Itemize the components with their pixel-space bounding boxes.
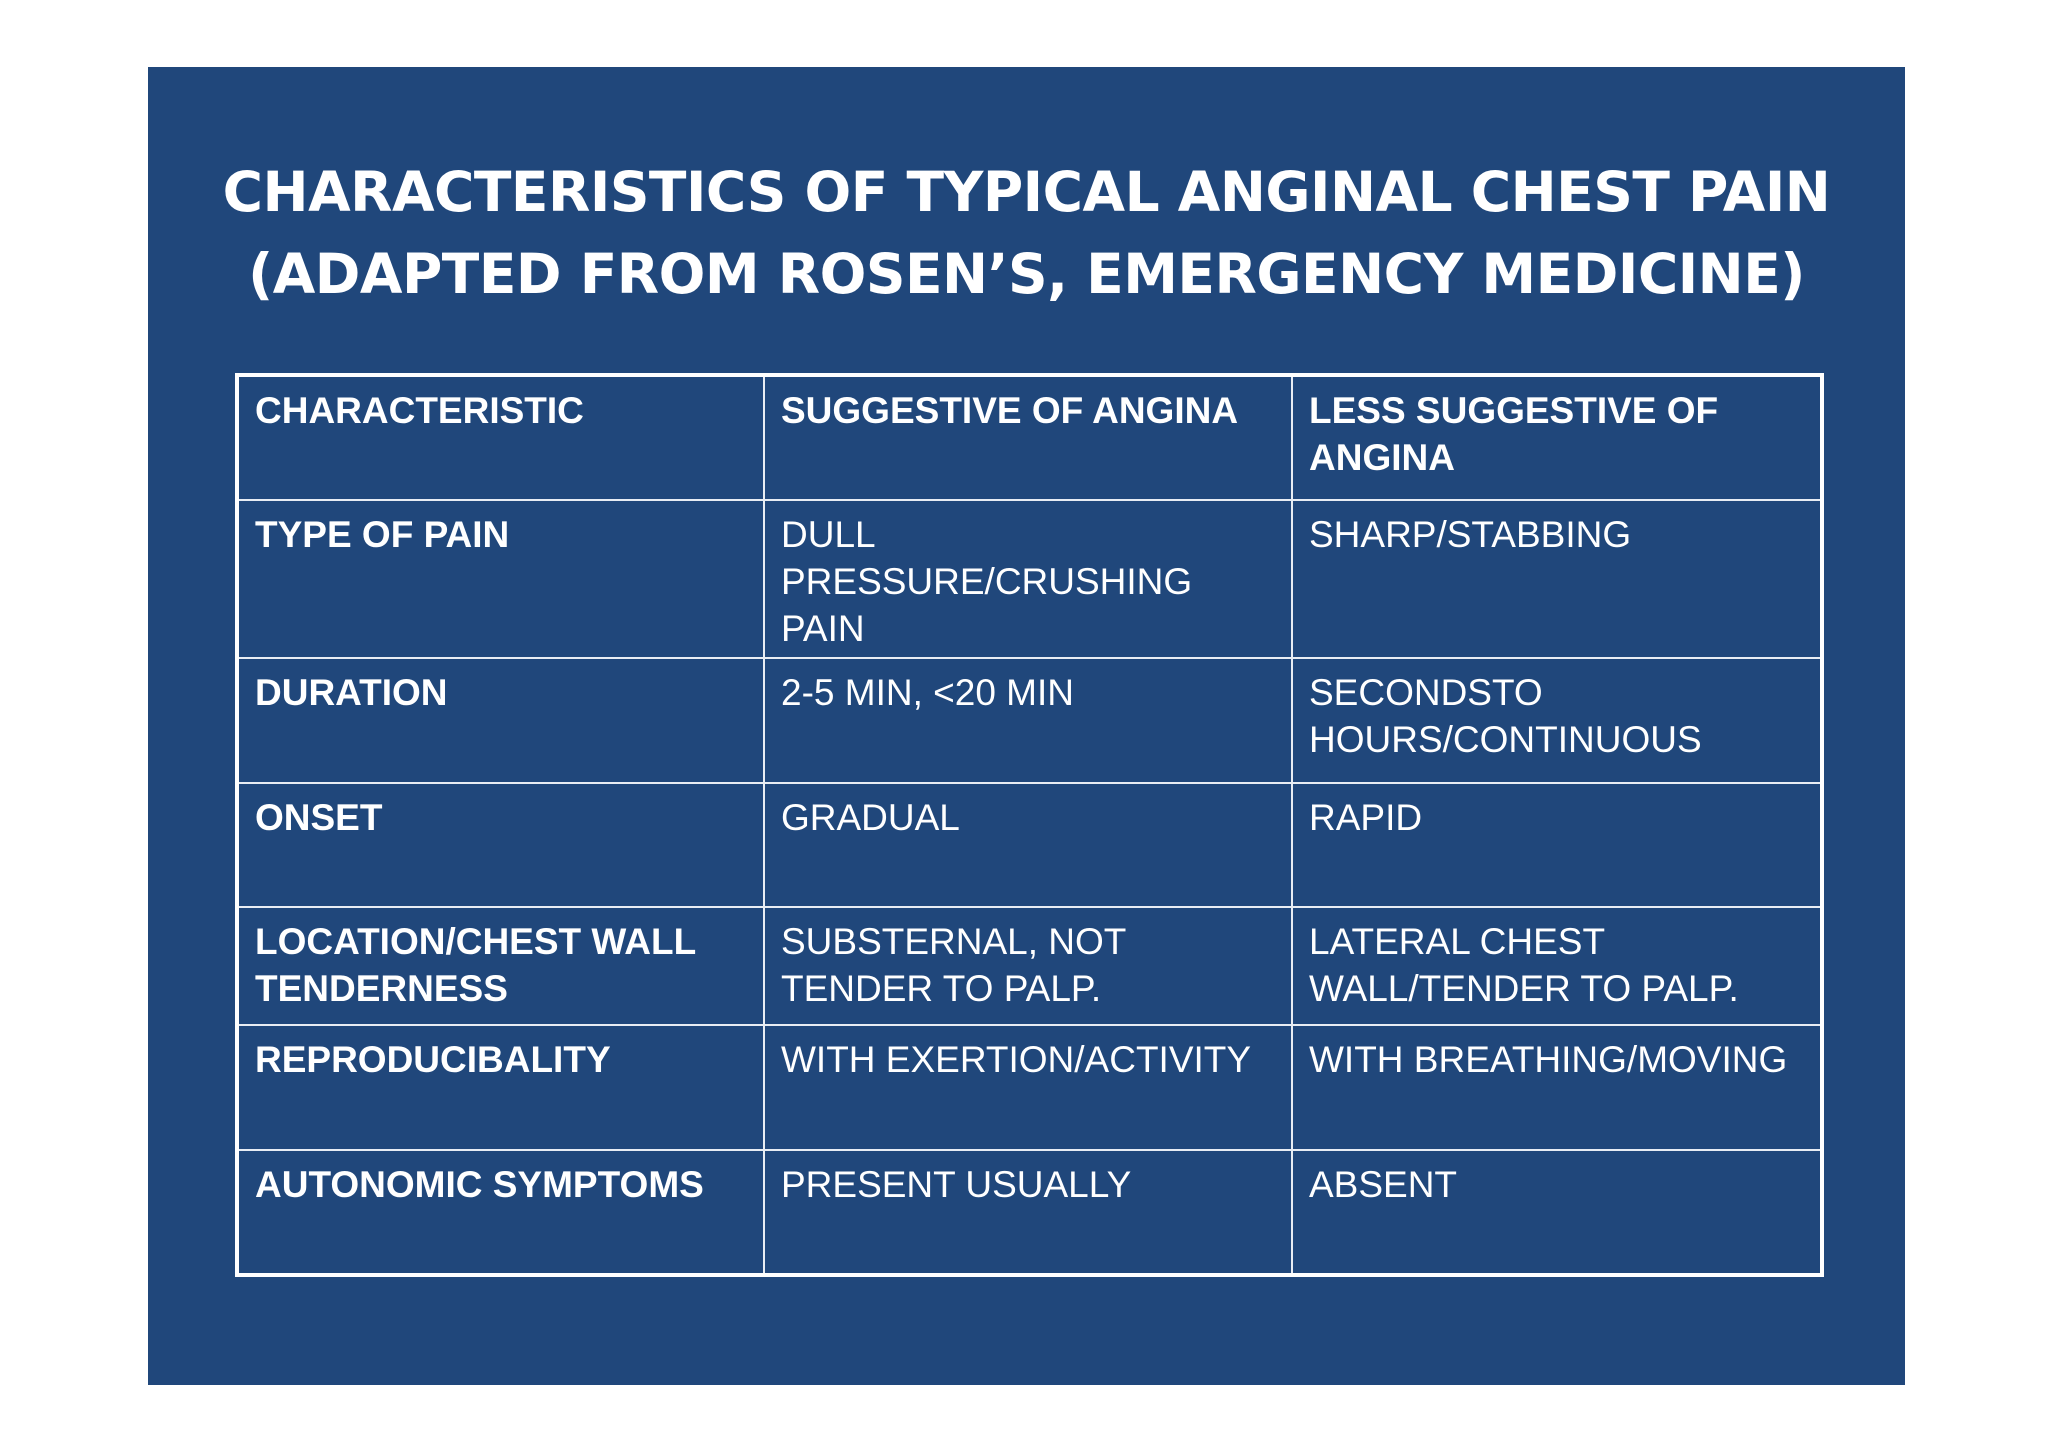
suggestive-cell: SUBSTERNAL, NOT TENDER TO PALP. [764,907,1292,1025]
suggestive-cell: DULL PRESSURE/CRUSHING PAIN [764,500,1292,658]
header-cell-suggestive: SUGGESTIVE OF ANGINA [764,375,1292,500]
row-label-cell: LOCATION/CHEST WALL TENDERNESS [237,907,764,1025]
table-header-row [237,375,1822,500]
less-suggestive-cell: RAPID [1292,783,1822,907]
table-row [237,907,1822,1025]
characteristics-table [235,373,1824,1277]
row-label-cell: TYPE OF PAIN [237,500,764,658]
less-suggestive-cell: ABSENT [1292,1150,1822,1275]
slide [148,67,1905,1385]
header-cell-characteristic: CHARACTERISTIC [237,375,764,500]
header-cell-less-suggestive: LESS SUGGESTIVE OF ANGINA [1292,375,1822,500]
row-label-cell: AUTONOMIC SYMPTOMS [237,1150,764,1275]
less-suggestive-cell: SECONDSTO HOURS/CONTINUOUS [1292,658,1822,783]
table-row [237,1025,1822,1150]
slide-title [148,151,1905,315]
less-suggestive-cell: WITH BREATHING/MOVING [1292,1025,1822,1150]
title-line-1: CHARACTERISTICS OF TYPICAL ANGINAL CHEST PAIN [222,160,1831,224]
less-suggestive-cell: SHARP/STABBING [1292,500,1822,658]
suggestive-cell: GRADUAL [764,783,1292,907]
suggestive-cell: WITH EXERTION/ACTIVITY [764,1025,1292,1150]
suggestive-cell: PRESENT USUALLY [764,1150,1292,1275]
suggestive-cell: 2-5 MIN, <20 MIN [764,658,1292,783]
row-label-cell: DURATION [237,658,764,783]
row-label-cell: ONSET [237,783,764,907]
table-row [237,783,1822,907]
table-row [237,500,1822,658]
title-line-2: (ADAPTED FROM ROSEN’S, EMERGENCY MEDICINE) [248,242,1805,306]
table-row [237,658,1822,783]
less-suggestive-cell: LATERAL CHEST WALL/TENDER TO PALP. [1292,907,1822,1025]
row-label-cell: REPRODUCIBALITY [237,1025,764,1150]
table-row [237,1150,1822,1275]
